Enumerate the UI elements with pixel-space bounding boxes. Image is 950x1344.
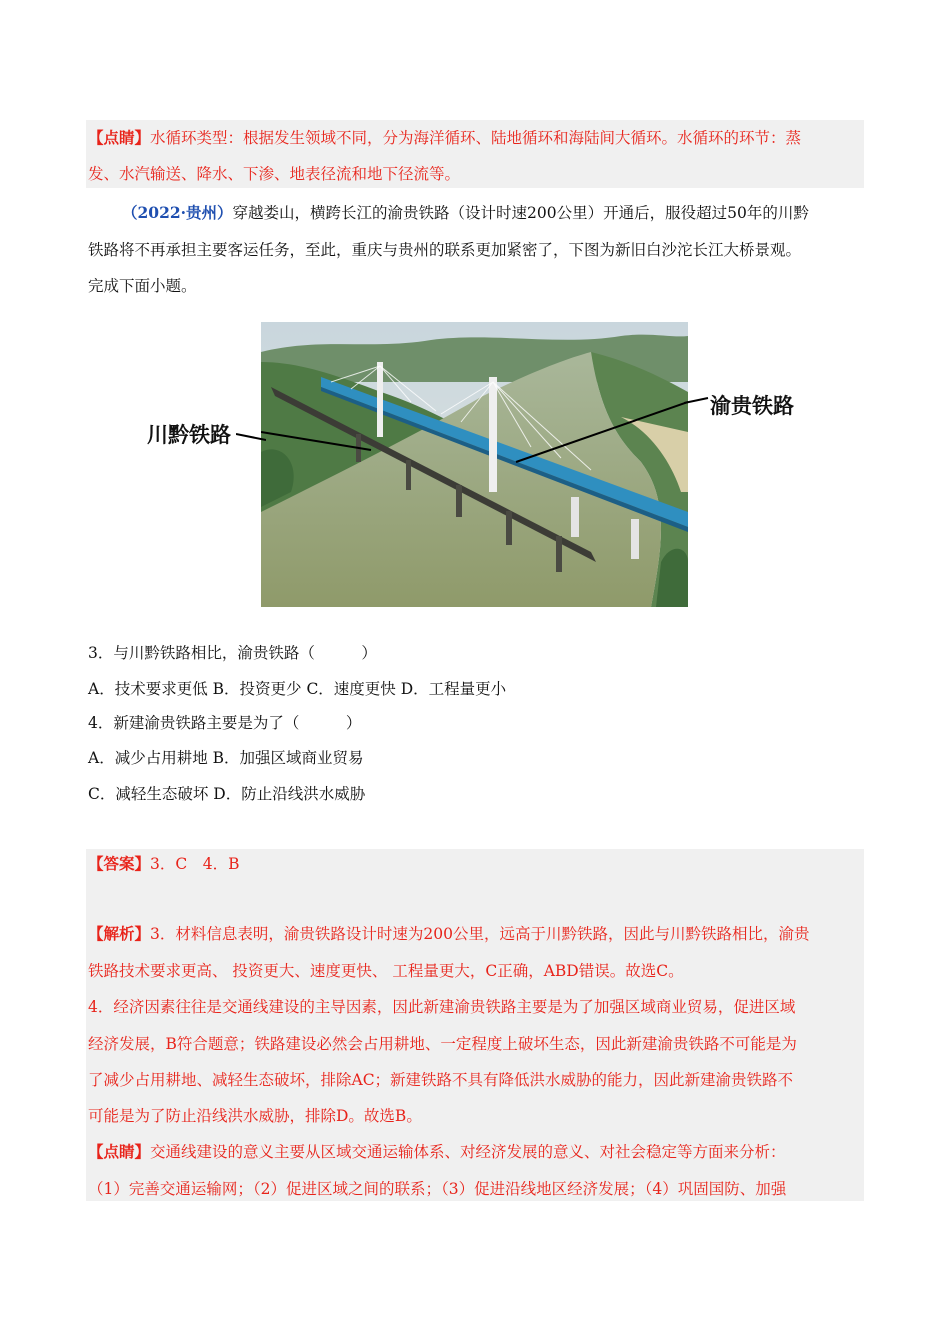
analysis-line-4: 经济发展，B符合题意；铁路建设必然会占用耕地、一定程度上破坏生态，因此新建渝贵铁路不可能是为 bbox=[88, 1035, 797, 1053]
answer-text: 3．C 4．B bbox=[150, 855, 240, 873]
figure-label-yugui-railway: 渝贵铁路 bbox=[710, 394, 794, 418]
analysis-line-2: 铁路技术要求更高、 投资更大、速度更快、 工程量更大，C正确，ABD错误。故选C。 bbox=[88, 962, 684, 980]
figure-label-chuanqian-railway: 川黔铁路 bbox=[147, 423, 231, 447]
bridge-photo-illustration bbox=[261, 322, 688, 607]
label-pointer-left bbox=[236, 430, 266, 450]
intro-line-1: （2022·贵州）穿越娄山，横跨长江的渝贵铁路（设计时速200公里）开通后，服役超过50年的川黔 bbox=[122, 203, 809, 222]
question-4-options-1: A．减少占用耕地 B．加强区域商业贸易 bbox=[88, 749, 364, 767]
tip-1-line-2: 发、水汽输送、降水、下渗、地表径流和地下径流等。 bbox=[88, 165, 461, 183]
intro-line-2: 铁路将不再承担主要客运任务，至此，重庆与贵州的联系更加紧密了，下图为新旧白沙沱长江大桥景观。 bbox=[88, 241, 802, 259]
tip-2-line-1: 【点睛】交通线建设的意义主要从区域交通运输体系、对经济发展的意义、对社会稳定等方面来分析： bbox=[88, 1142, 786, 1161]
tip-1-line-1: 【点睛】水循环类型：根据发生领域不同，分为海洋循环、陆地循环和海陆间大循环。水循环的环节：蒸 bbox=[88, 128, 802, 147]
analysis-line-3: 4．经济因素往往是交通线建设的主导因素，因此新建渝贵铁路主要是为了加强区域商业贸易，促进区域 bbox=[88, 998, 796, 1016]
tip-2-line-2: （1）完善交通运输网；（2）促进区域之间的联系；（3）促进沿线地区经济发展；（4）巩固国防、加强 bbox=[88, 1180, 787, 1198]
question-3-stem: 3．与川黔铁路相比，渝贵铁路（ ） bbox=[88, 644, 377, 662]
label-pointer-right bbox=[684, 397, 714, 417]
answer-tag: 【答案】 bbox=[88, 854, 151, 873]
analysis-line-1: 【解析】3．材料信息表明，渝贵铁路设计时速为200公里，远高于川黔铁路，因此与川黔铁路相比，渝贵 bbox=[88, 924, 810, 943]
intro-line-3: 完成下面小题。 bbox=[88, 277, 197, 295]
analysis-line-6: 可能是为了防止沿线洪水威胁，排除D。故选B。 bbox=[88, 1107, 422, 1125]
bridge-photo bbox=[261, 322, 688, 607]
tip-1-tag: 【点睛】 bbox=[88, 128, 151, 147]
question-4-options-2: C．减轻生态破坏 D．防止沿线洪水威胁 bbox=[88, 785, 366, 803]
analysis-line-5: 了减少占用耕地、减轻生态破坏，排除AC；新建铁路不具有降低洪水威胁的能力，因此新建渝贵铁路不 bbox=[88, 1071, 794, 1089]
question-3-options: A．技术要求更低 B．投资更少 C．速度更快 D．工程量更小 bbox=[88, 680, 507, 698]
question-source: （2022·贵州） bbox=[122, 203, 233, 222]
answer-line bbox=[88, 854, 240, 874]
question-4-stem: 4．新建渝贵铁路主要是为了（ ） bbox=[88, 714, 362, 732]
analysis-tag: 【解析】 bbox=[88, 924, 151, 943]
tip-2-tag: 【点睛】 bbox=[88, 1142, 151, 1161]
